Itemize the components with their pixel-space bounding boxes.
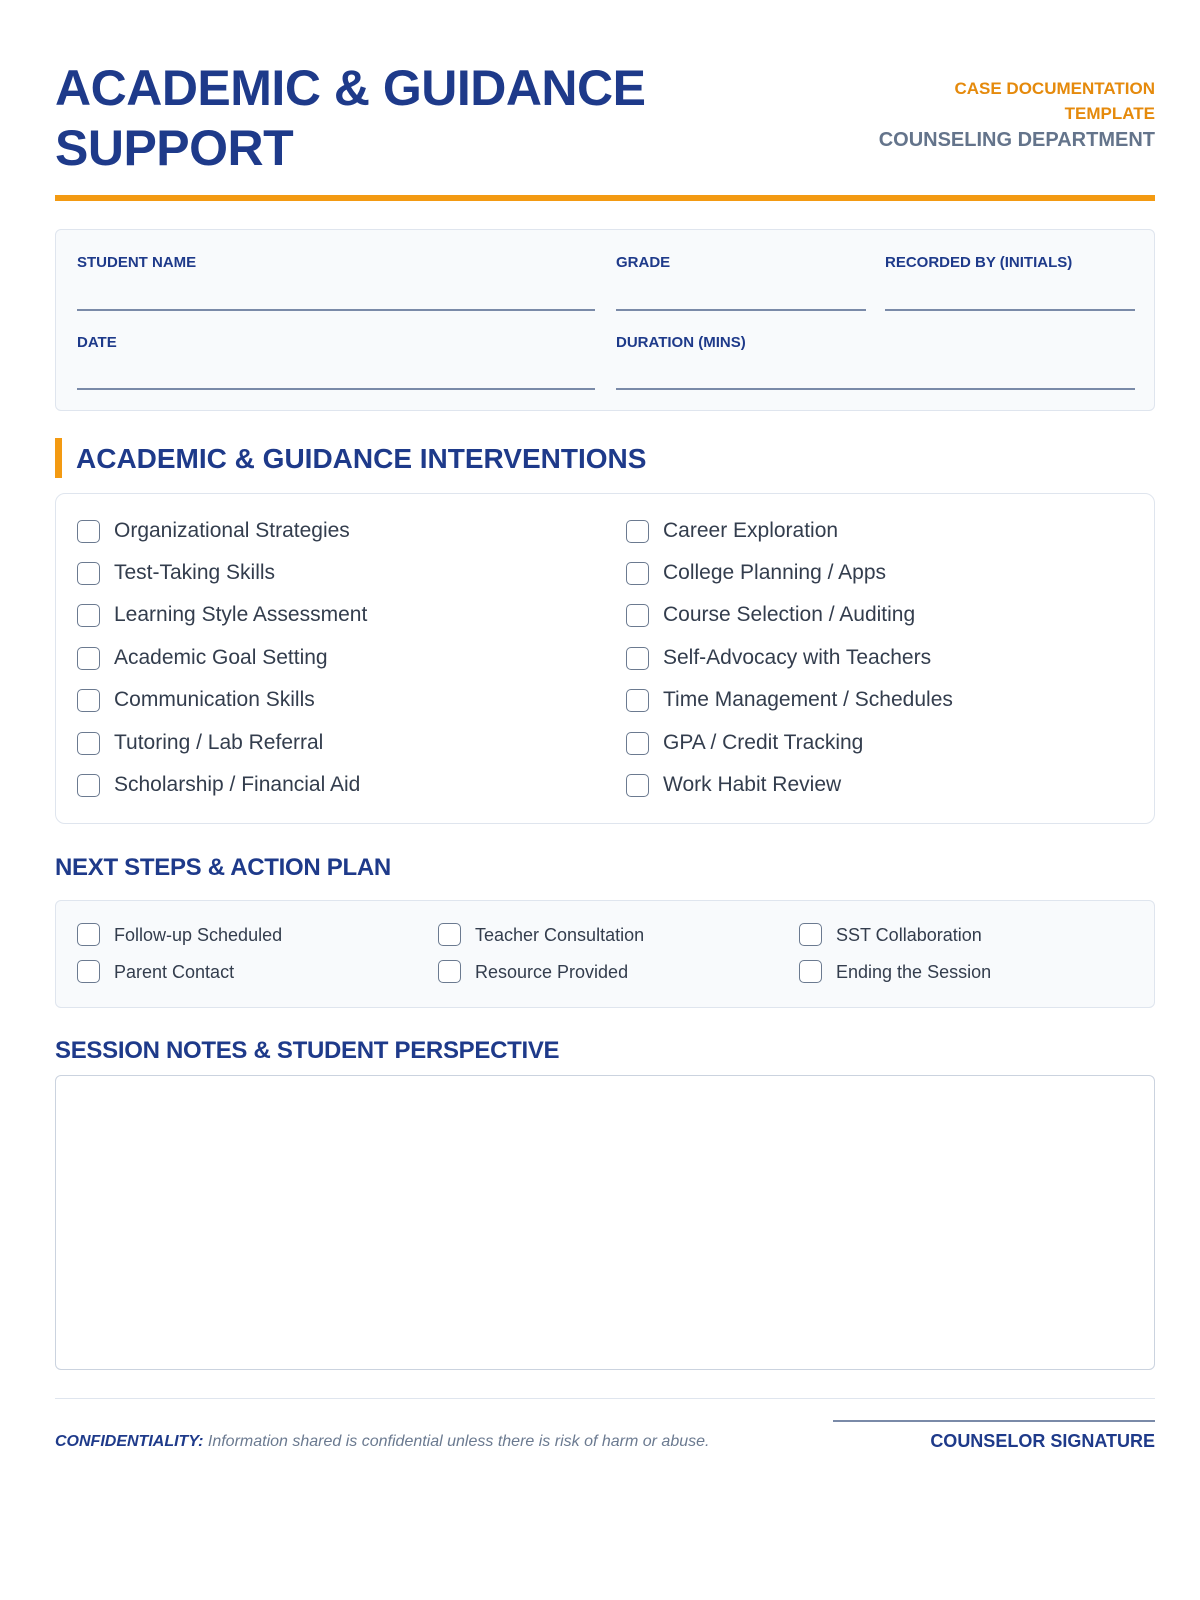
checkbox[interactable] (77, 960, 100, 983)
intervention-label: Time Management / Schedules (663, 688, 953, 711)
checkbox[interactable] (77, 562, 100, 585)
intervention-item[interactable] (77, 646, 328, 670)
next-step-item[interactable] (77, 923, 282, 946)
next-step-item[interactable] (799, 923, 982, 946)
checkbox[interactable] (438, 960, 461, 983)
intervention-item[interactable] (626, 773, 841, 797)
checkbox[interactable] (626, 647, 649, 670)
next-steps-title: NEXT STEPS & ACTION PLAN (55, 854, 391, 881)
checkbox[interactable] (77, 689, 100, 712)
intervention-item[interactable] (77, 688, 315, 712)
session-notes-title: SESSION NOTES & STUDENT PERSPECTIVE (55, 1037, 560, 1064)
date-field[interactable] (77, 334, 595, 392)
date-label: DATE (77, 334, 117, 351)
intervention-item[interactable] (626, 646, 931, 670)
grade-line[interactable] (616, 309, 866, 311)
intervention-label: Learning Style Assessment (114, 603, 368, 626)
intervention-label: Self-Advocacy with Teachers (663, 646, 932, 669)
intervention-label: Communication Skills (114, 688, 315, 711)
confidentiality-label: CONFIDENTIALITY: (55, 1433, 204, 1450)
intervention-item[interactable] (77, 773, 360, 797)
next-step-item[interactable] (438, 960, 628, 983)
date-line[interactable] (77, 388, 595, 390)
intervention-item[interactable] (626, 561, 886, 585)
student-name-field[interactable] (77, 254, 595, 312)
checkbox[interactable] (799, 960, 822, 983)
checkbox[interactable] (626, 689, 649, 712)
student-name-label: STUDENT NAME (77, 254, 197, 271)
intervention-item[interactable] (77, 731, 323, 755)
next-step-label: Resource Provided (475, 961, 629, 982)
interventions-title: ACADEMIC & GUIDANCE INTERVENTIONS (76, 443, 647, 474)
template-label-line-1: CASE DOCUMENTATION (954, 79, 1155, 98)
grade-field[interactable] (616, 254, 866, 312)
checkbox[interactable] (77, 604, 100, 627)
checkbox[interactable] (626, 520, 649, 543)
checkbox[interactable] (626, 732, 649, 755)
student-info-panel (55, 229, 1155, 411)
confidentiality-notice (55, 1432, 709, 1452)
recorded-by-field[interactable] (885, 254, 1135, 312)
department-label: COUNSELING DEPARTMENT (878, 129, 1155, 151)
checkbox[interactable] (77, 774, 100, 797)
page-title-line-2: SUPPORT (55, 120, 294, 176)
next-step-label: Follow-up Scheduled (114, 924, 283, 945)
recorded-by-line[interactable] (885, 309, 1135, 311)
recorded-by-label: RECORDED BY (INITIALS) (885, 254, 1073, 271)
intervention-label: Scholarship / Financial Aid (114, 773, 361, 796)
session-notes-area[interactable] (55, 1075, 1155, 1370)
intervention-label: GPA / Credit Tracking (663, 731, 864, 754)
duration-label: DURATION (MINS) (616, 334, 746, 351)
page-title-line-1: ACADEMIC & GUIDANCE (55, 60, 646, 116)
template-label-line-2: TEMPLATE (1064, 104, 1155, 123)
intervention-item[interactable] (626, 603, 915, 627)
duration-line[interactable] (616, 388, 1135, 390)
intervention-item[interactable] (626, 688, 953, 712)
heading-accent-bar (55, 438, 62, 478)
checkbox[interactable] (77, 732, 100, 755)
intervention-label: Academic Goal Setting (114, 646, 328, 669)
next-step-item[interactable] (438, 923, 644, 946)
intervention-label: College Planning / Apps (663, 561, 886, 584)
grade-label: GRADE (616, 254, 671, 271)
checkbox[interactable] (438, 923, 461, 946)
checkbox[interactable] (77, 923, 100, 946)
intervention-label: Test-Taking Skills (114, 561, 276, 584)
page-header (55, 58, 1155, 198)
intervention-label: Career Exploration (663, 519, 839, 542)
intervention-item[interactable] (77, 603, 367, 627)
intervention-label: Course Selection / Auditing (663, 603, 916, 626)
intervention-item[interactable] (77, 519, 350, 543)
checkbox[interactable] (626, 562, 649, 585)
next-step-item[interactable] (799, 960, 991, 983)
next-steps-checklist (55, 900, 1155, 1008)
checkbox[interactable] (626, 774, 649, 797)
next-step-label: Ending the Session (836, 961, 992, 982)
intervention-label: Work Habit Review (663, 773, 842, 796)
checkbox[interactable] (77, 647, 100, 670)
checkbox[interactable] (799, 923, 822, 946)
checkbox[interactable] (77, 520, 100, 543)
next-step-label: SST Collaboration (836, 924, 982, 945)
interventions-checklist (55, 493, 1155, 824)
counselor-signature-label: COUNSELOR SIGNATURE (930, 1431, 1155, 1451)
next-step-label: Parent Contact (114, 961, 235, 982)
footer-divider (55, 1398, 1155, 1399)
next-step-label: Teacher Consultation (475, 924, 645, 945)
case-documentation-page (55, 0, 1155, 1600)
intervention-item[interactable] (626, 731, 863, 755)
signature-line[interactable] (833, 1420, 1155, 1422)
page-title (55, 58, 755, 178)
student-name-line[interactable] (77, 309, 595, 311)
intervention-item[interactable] (77, 561, 275, 585)
confidentiality-text: Information shared is confidential unless there is risk of harm or abuse. (207, 1433, 710, 1450)
next-step-item[interactable] (77, 960, 234, 983)
duration-field[interactable] (616, 334, 1135, 392)
intervention-item[interactable] (626, 519, 838, 543)
intervention-label: Organizational Strategies (114, 519, 350, 542)
header-meta (815, 76, 1155, 154)
checkbox[interactable] (626, 604, 649, 627)
header-divider (55, 195, 1155, 201)
intervention-label: Tutoring / Lab Referral (114, 731, 324, 754)
